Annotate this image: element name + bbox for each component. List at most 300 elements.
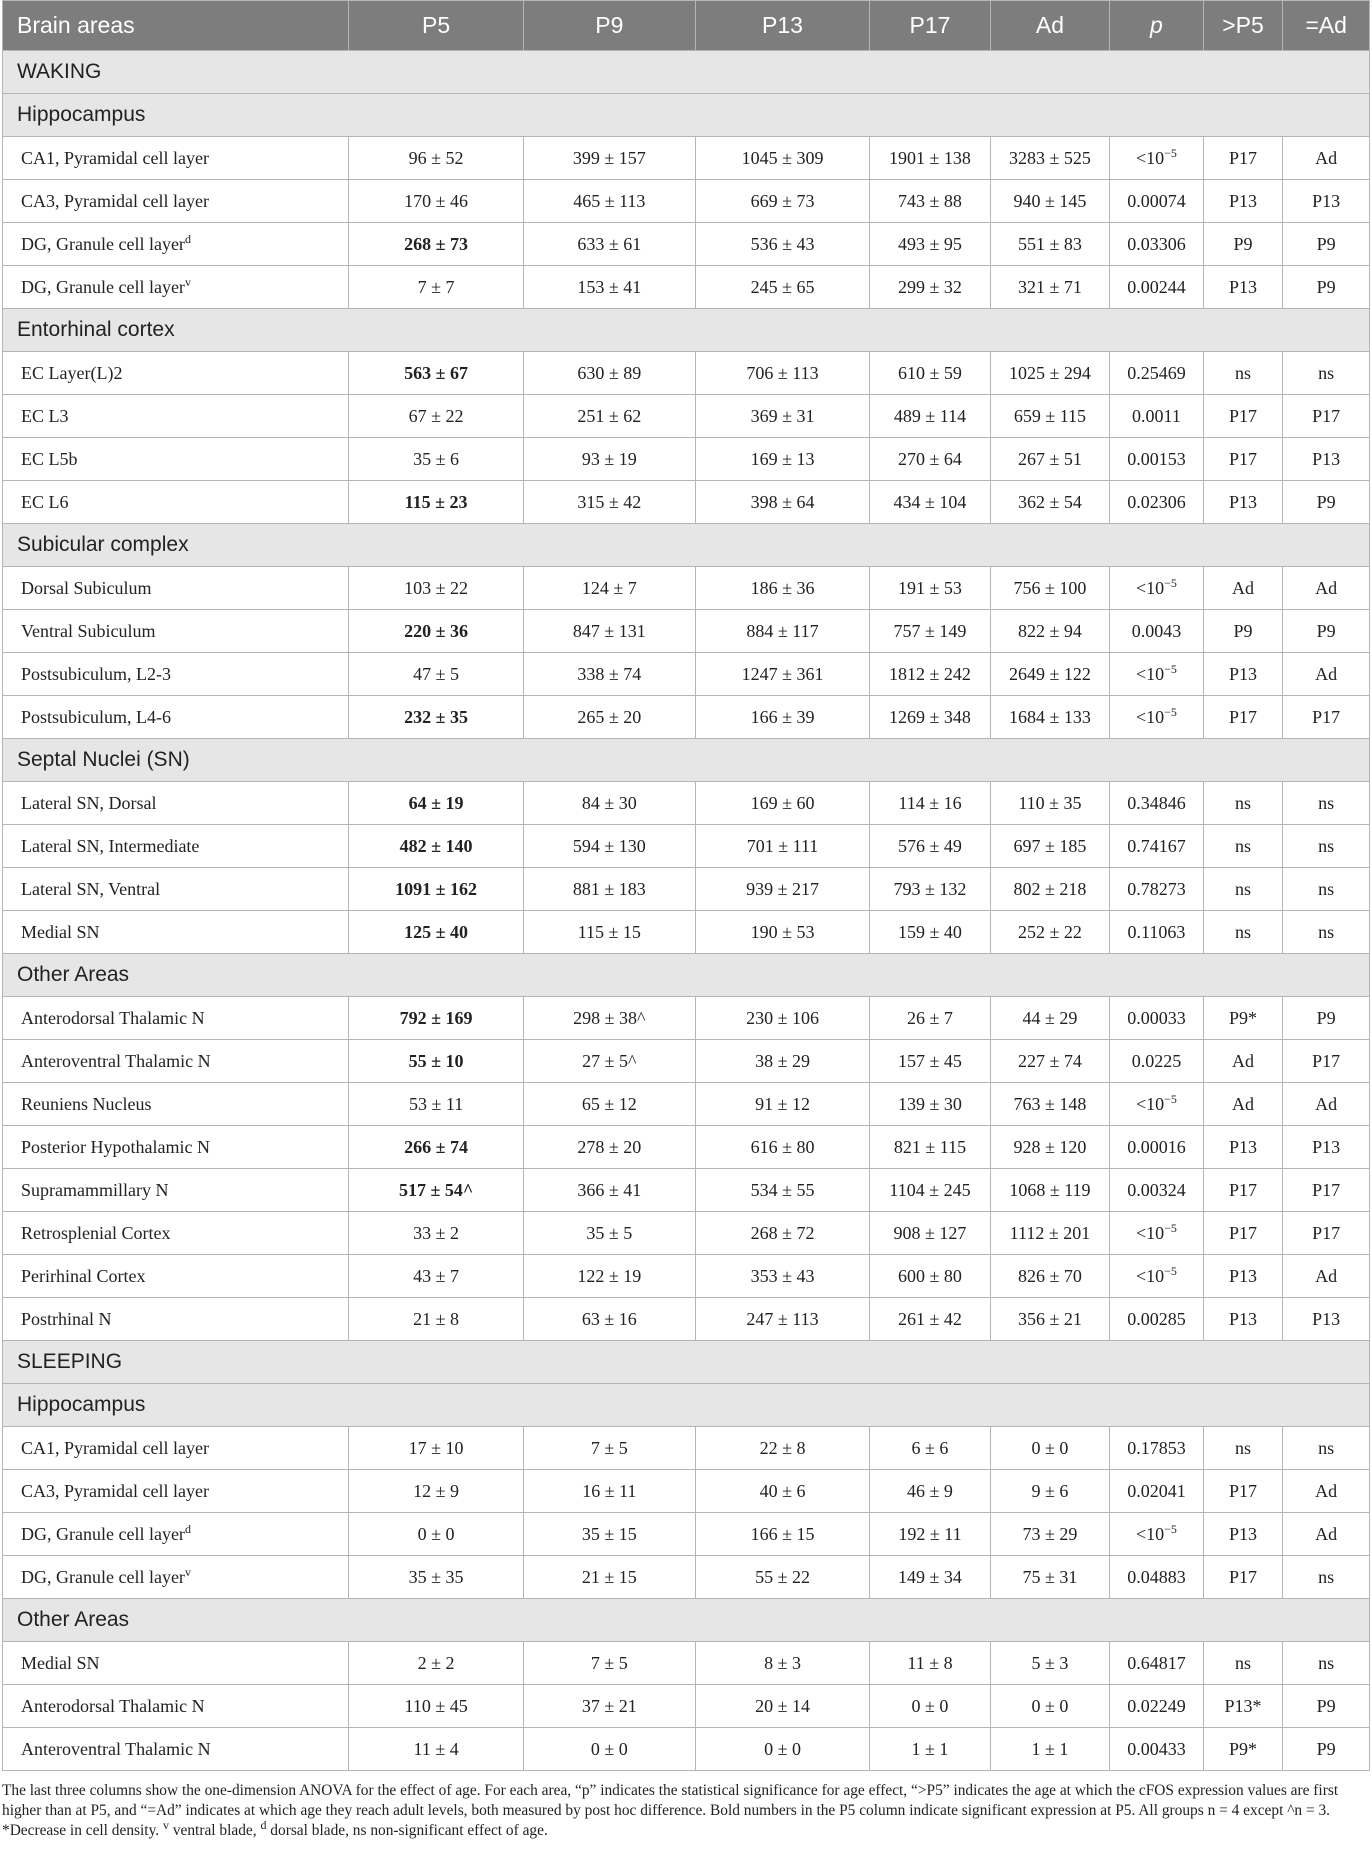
data-table <box>2 0 1370 1771</box>
value-cell-ad: 9 ± 6 <box>990 1470 1109 1513</box>
p-value-cell <box>1110 1427 1204 1470</box>
footnote-text-2: ventral blade, <box>168 1822 257 1839</box>
area-cell <box>3 911 349 954</box>
value-cell-p5: 2 ± 2 <box>349 1642 523 1685</box>
value-cell-p9: 265 ± 20 <box>523 696 695 739</box>
gt-p5-cell: P13 <box>1203 266 1283 309</box>
p-value: 0.74167 <box>1127 835 1186 856</box>
table-row <box>3 825 1370 868</box>
table-row <box>3 1083 1370 1126</box>
table-row <box>3 223 1370 266</box>
area-name: Lateral SN, Ventral <box>21 878 161 899</box>
value-cell-p9: 35 ± 5 <box>523 1212 695 1255</box>
p-value-cell <box>1110 696 1204 739</box>
p-value: <10 <box>1135 1265 1165 1286</box>
p-value: 0.64817 <box>1127 1652 1186 1673</box>
p-value-cell <box>1110 782 1204 825</box>
section-label: Hippocampus <box>3 1384 1370 1427</box>
area-cell <box>3 653 349 696</box>
table-row <box>3 1298 1370 1341</box>
p-value: <10 <box>1135 577 1165 598</box>
table-row <box>3 266 1370 309</box>
eq-ad-cell: Ad <box>1283 137 1370 180</box>
area-name: CA3, Pyramidal cell layer <box>21 1480 209 1501</box>
p-value: 0.0043 <box>1131 620 1182 641</box>
value-cell-p5: 792 ± 169 <box>349 997 523 1040</box>
value-cell-p13: 1247 ± 361 <box>695 653 869 696</box>
table-row <box>3 1255 1370 1298</box>
gt-p5-cell: P13 <box>1203 180 1283 223</box>
value-cell-p13: 186 ± 36 <box>695 567 869 610</box>
eq-ad-cell: P9 <box>1283 223 1370 266</box>
value-cell-p5: 17 ± 10 <box>349 1427 523 1470</box>
value-cell-ad: 44 ± 29 <box>990 997 1109 1040</box>
p-exponent: −5 <box>1164 1521 1177 1536</box>
p-exponent: −5 <box>1164 145 1177 160</box>
area-name: EC Layer(L)2 <box>21 362 123 383</box>
table-row <box>3 395 1370 438</box>
p-value-cell <box>1110 1169 1204 1212</box>
value-cell-p17: 192 ± 11 <box>870 1513 991 1556</box>
value-cell-p5: 47 ± 5 <box>349 653 523 696</box>
value-cell-p17: 610 ± 59 <box>870 352 991 395</box>
value-cell-p17: 0 ± 0 <box>870 1685 991 1728</box>
value-cell-p5: 43 ± 7 <box>349 1255 523 1298</box>
section-row <box>3 309 1370 352</box>
p-value: <10 <box>1135 1523 1165 1544</box>
eq-ad-cell: P9 <box>1283 610 1370 653</box>
value-cell-p5: 266 ± 74 <box>349 1126 523 1169</box>
value-cell-p9: 122 ± 19 <box>523 1255 695 1298</box>
table-row <box>3 352 1370 395</box>
table-row <box>3 1728 1370 1771</box>
value-cell-p17: 114 ± 16 <box>870 782 991 825</box>
p-value-cell <box>1110 1083 1204 1126</box>
gt-p5-cell: P17 <box>1203 438 1283 481</box>
eq-ad-cell: P13 <box>1283 180 1370 223</box>
value-cell-p13: 20 ± 14 <box>695 1685 869 1728</box>
p-exponent: −5 <box>1164 1263 1177 1278</box>
value-cell-ad: 75 ± 31 <box>990 1556 1109 1599</box>
value-cell-p17: 1 ± 1 <box>870 1728 991 1771</box>
area-name: DG, Granule cell layer <box>21 1523 185 1544</box>
p-value: 0.00433 <box>1127 1738 1186 1759</box>
section-label: Septal Nuclei (SN) <box>3 739 1370 782</box>
area-cell <box>3 266 349 309</box>
value-cell-p17: 743 ± 88 <box>870 180 991 223</box>
p-value: <10 <box>1135 663 1165 684</box>
area-cell <box>3 1083 349 1126</box>
header-p9: P9 <box>523 1 695 51</box>
value-cell-p13: 884 ± 117 <box>695 610 869 653</box>
area-cell <box>3 223 349 266</box>
p-value-cell <box>1110 653 1204 696</box>
value-cell-ad: 928 ± 120 <box>990 1126 1109 1169</box>
p-exponent: −5 <box>1164 1091 1177 1106</box>
value-cell-p13: 190 ± 53 <box>695 911 869 954</box>
eq-ad-cell: P9 <box>1283 266 1370 309</box>
area-name: Anteroventral Thalamic N <box>21 1738 211 1759</box>
area-name: Supramammillary N <box>21 1179 169 1200</box>
value-cell-ad: 227 ± 74 <box>990 1040 1109 1083</box>
value-cell-p13: 268 ± 72 <box>695 1212 869 1255</box>
header-p13: P13 <box>695 1 869 51</box>
gt-p5-cell: P17 <box>1203 137 1283 180</box>
p-value-cell <box>1110 352 1204 395</box>
area-cell <box>3 782 349 825</box>
p-value: 0.0011 <box>1132 405 1181 426</box>
area-name: DG, Granule cell layer <box>21 1566 185 1587</box>
value-cell-p9: 366 ± 41 <box>523 1169 695 1212</box>
eq-ad-cell: ns <box>1283 1427 1370 1470</box>
area-name: Anteroventral Thalamic N <box>21 1050 211 1071</box>
p-value: 0.03306 <box>1127 233 1186 254</box>
footnote-sup-d: d <box>260 1817 267 1832</box>
gt-p5-cell: P13 <box>1203 1255 1283 1298</box>
section-row <box>3 1384 1370 1427</box>
gt-p5-cell: P9 <box>1203 610 1283 653</box>
value-cell-p9: 124 ± 7 <box>523 567 695 610</box>
table-container <box>2 0 1370 1771</box>
area-cell <box>3 1470 349 1513</box>
gt-p5-cell: P9 <box>1203 223 1283 266</box>
value-cell-ad: 763 ± 148 <box>990 1083 1109 1126</box>
area-name: CA3, Pyramidal cell layer <box>21 190 209 211</box>
eq-ad-cell: ns <box>1283 782 1370 825</box>
p-value-cell <box>1110 1040 1204 1083</box>
gt-p5-cell: ns <box>1203 825 1283 868</box>
area-superscript: d <box>184 231 191 246</box>
gt-p5-cell: P13 <box>1203 653 1283 696</box>
area-name: Postsubiculum, L2-3 <box>21 663 172 684</box>
section-row <box>3 1599 1370 1642</box>
value-cell-p17: 1104 ± 245 <box>870 1169 991 1212</box>
header-p5: P5 <box>349 1 523 51</box>
p-value-cell <box>1110 825 1204 868</box>
p-value-cell <box>1110 1685 1204 1728</box>
value-cell-ad: 940 ± 145 <box>990 180 1109 223</box>
value-cell-p13: 701 ± 111 <box>695 825 869 868</box>
section-row <box>3 51 1370 94</box>
value-cell-p13: 669 ± 73 <box>695 180 869 223</box>
gt-p5-cell: P17 <box>1203 1212 1283 1255</box>
table-row <box>3 567 1370 610</box>
eq-ad-cell: P9 <box>1283 481 1370 524</box>
eq-ad-cell: Ad <box>1283 1083 1370 1126</box>
value-cell-p9: 27 ± 5^ <box>523 1040 695 1083</box>
value-cell-ad: 1112 ± 201 <box>990 1212 1109 1255</box>
gt-p5-cell: P13 <box>1203 481 1283 524</box>
p-value-cell <box>1110 911 1204 954</box>
value-cell-p9: 153 ± 41 <box>523 266 695 309</box>
p-value-cell <box>1110 1255 1204 1298</box>
gt-p5-cell: P13* <box>1203 1685 1283 1728</box>
value-cell-p9: 63 ± 16 <box>523 1298 695 1341</box>
value-cell-p17: 576 ± 49 <box>870 825 991 868</box>
table-row <box>3 911 1370 954</box>
value-cell-ad: 321 ± 71 <box>990 266 1109 309</box>
value-cell-p17: 159 ± 40 <box>870 911 991 954</box>
p-value-cell <box>1110 438 1204 481</box>
value-cell-p17: 434 ± 104 <box>870 481 991 524</box>
value-cell-p5: 55 ± 10 <box>349 1040 523 1083</box>
p-value: 0.00074 <box>1127 190 1186 211</box>
value-cell-p9: 315 ± 42 <box>523 481 695 524</box>
area-name: Lateral SN, Intermediate <box>21 835 200 856</box>
table-row <box>3 782 1370 825</box>
gt-p5-cell: P13 <box>1203 1126 1283 1169</box>
area-cell <box>3 1685 349 1728</box>
value-cell-p9: 7 ± 5 <box>523 1642 695 1685</box>
value-cell-p13: 91 ± 12 <box>695 1083 869 1126</box>
eq-ad-cell: ns <box>1283 825 1370 868</box>
table-row <box>3 1470 1370 1513</box>
value-cell-p5: 563 ± 67 <box>349 352 523 395</box>
section-label: Other Areas <box>3 954 1370 997</box>
value-cell-p13: 534 ± 55 <box>695 1169 869 1212</box>
gt-p5-cell: P9* <box>1203 997 1283 1040</box>
p-value-cell <box>1110 1126 1204 1169</box>
p-value: 0.02041 <box>1127 1480 1186 1501</box>
area-name: Postrhinal N <box>21 1308 112 1329</box>
value-cell-ad: 802 ± 218 <box>990 868 1109 911</box>
value-cell-p5: 482 ± 140 <box>349 825 523 868</box>
p-value-cell <box>1110 610 1204 653</box>
value-cell-ad: 826 ± 70 <box>990 1255 1109 1298</box>
value-cell-p9: 881 ± 183 <box>523 868 695 911</box>
section-label: Subicular complex <box>3 524 1370 567</box>
gt-p5-cell: ns <box>1203 1427 1283 1470</box>
table-row <box>3 481 1370 524</box>
eq-ad-cell: P17 <box>1283 696 1370 739</box>
value-cell-p5: 220 ± 36 <box>349 610 523 653</box>
value-cell-p5: 125 ± 40 <box>349 911 523 954</box>
value-cell-ad: 110 ± 35 <box>990 782 1109 825</box>
value-cell-p13: 369 ± 31 <box>695 395 869 438</box>
value-cell-p17: 139 ± 30 <box>870 1083 991 1126</box>
area-name: EC L5b <box>21 448 78 469</box>
gt-p5-cell: ns <box>1203 868 1283 911</box>
value-cell-p5: 35 ± 6 <box>349 438 523 481</box>
value-cell-p13: 55 ± 22 <box>695 1556 869 1599</box>
value-cell-p9: 37 ± 21 <box>523 1685 695 1728</box>
value-cell-ad: 0 ± 0 <box>990 1685 1109 1728</box>
value-cell-p9: 7 ± 5 <box>523 1427 695 1470</box>
value-cell-p9: 594 ± 130 <box>523 825 695 868</box>
value-cell-p13: 616 ± 80 <box>695 1126 869 1169</box>
area-cell <box>3 997 349 1040</box>
value-cell-p5: 115 ± 23 <box>349 481 523 524</box>
value-cell-p9: 16 ± 11 <box>523 1470 695 1513</box>
value-cell-p9: 93 ± 19 <box>523 438 695 481</box>
table-row <box>3 610 1370 653</box>
area-cell <box>3 1255 349 1298</box>
header-gt-p5: >P5 <box>1203 1 1283 51</box>
p-exponent: −5 <box>1164 704 1177 719</box>
value-cell-p17: 11 ± 8 <box>870 1642 991 1685</box>
area-name: Retrosplenial Cortex <box>21 1222 171 1243</box>
p-value: <10 <box>1135 1093 1165 1114</box>
footnote-text-1: The last three columns show the one-dimension ANOVA for the effect of age. For each area, “p” indicates the statistical significance for age effect, “>P5” indicates the age at which the cFOS expression values are first higher than at P5, and “=Ad” indicates at which age they reach adult levels, both measured by post hoc difference. Bold numbers in the P5 column indicate significant expression at P5. All groups n = 4 except ^n = 3. *Decrease in cell density. <box>2 1782 1339 1839</box>
area-superscript: v <box>184 1564 191 1579</box>
value-cell-p5: 53 ± 11 <box>349 1083 523 1126</box>
p-value: <10 <box>1135 706 1165 727</box>
value-cell-p17: 270 ± 64 <box>870 438 991 481</box>
area-superscript: d <box>184 1521 191 1536</box>
eq-ad-cell: Ad <box>1283 1255 1370 1298</box>
section-row <box>3 524 1370 567</box>
value-cell-ad: 551 ± 83 <box>990 223 1109 266</box>
p-value: 0.00153 <box>1127 448 1186 469</box>
section-label: Other Areas <box>3 1599 1370 1642</box>
value-cell-p9: 465 ± 113 <box>523 180 695 223</box>
table-row <box>3 180 1370 223</box>
value-cell-p5: 33 ± 2 <box>349 1212 523 1255</box>
area-cell <box>3 868 349 911</box>
area-cell <box>3 1513 349 1556</box>
area-name: Ventral Subiculum <box>21 620 156 641</box>
value-cell-p9: 115 ± 15 <box>523 911 695 954</box>
area-cell <box>3 1556 349 1599</box>
area-name: Medial SN <box>21 921 100 942</box>
value-cell-p5: 103 ± 22 <box>349 567 523 610</box>
value-cell-p13: 706 ± 113 <box>695 352 869 395</box>
area-cell <box>3 610 349 653</box>
p-value: <10 <box>1135 147 1165 168</box>
p-value: 0.25469 <box>1127 362 1186 383</box>
area-cell <box>3 438 349 481</box>
area-cell <box>3 567 349 610</box>
area-name: Perirhinal Cortex <box>21 1265 146 1286</box>
p-value: 0.02249 <box>1127 1695 1186 1716</box>
value-cell-p5: 7 ± 7 <box>349 266 523 309</box>
eq-ad-cell: ns <box>1283 1556 1370 1599</box>
eq-ad-cell: P9 <box>1283 997 1370 1040</box>
value-cell-p5: 21 ± 8 <box>349 1298 523 1341</box>
value-cell-p13: 8 ± 3 <box>695 1642 869 1685</box>
p-value-cell <box>1110 1513 1204 1556</box>
eq-ad-cell: Ad <box>1283 1513 1370 1556</box>
area-name: Anterodorsal Thalamic N <box>21 1007 205 1028</box>
table-row <box>3 438 1370 481</box>
p-value-cell <box>1110 266 1204 309</box>
gt-p5-cell: P13 <box>1203 1298 1283 1341</box>
value-cell-p9: 278 ± 20 <box>523 1126 695 1169</box>
area-cell <box>3 1212 349 1255</box>
p-value: 0.00285 <box>1127 1308 1186 1329</box>
value-cell-p5: 67 ± 22 <box>349 395 523 438</box>
value-cell-p9: 0 ± 0 <box>523 1728 695 1771</box>
gt-p5-cell: ns <box>1203 911 1283 954</box>
p-value: 0.00244 <box>1127 276 1186 297</box>
table-row <box>3 1642 1370 1685</box>
p-value: 0.78273 <box>1127 878 1186 899</box>
area-name: Anterodorsal Thalamic N <box>21 1695 205 1716</box>
eq-ad-cell: P13 <box>1283 438 1370 481</box>
header-p17: P17 <box>870 1 991 51</box>
area-name: DG, Granule cell layer <box>21 276 185 297</box>
p-value-cell <box>1110 395 1204 438</box>
area-name: Dorsal Subiculum <box>21 577 152 598</box>
value-cell-ad: 756 ± 100 <box>990 567 1109 610</box>
value-cell-ad: 659 ± 115 <box>990 395 1109 438</box>
table-row <box>3 137 1370 180</box>
value-cell-p5: 268 ± 73 <box>349 223 523 266</box>
area-cell <box>3 1427 349 1470</box>
value-cell-ad: 822 ± 94 <box>990 610 1109 653</box>
value-cell-p5: 12 ± 9 <box>349 1470 523 1513</box>
value-cell-p13: 353 ± 43 <box>695 1255 869 1298</box>
eq-ad-cell: P13 <box>1283 1298 1370 1341</box>
p-value-cell <box>1110 1728 1204 1771</box>
value-cell-p13: 1045 ± 309 <box>695 137 869 180</box>
value-cell-p13: 939 ± 217 <box>695 868 869 911</box>
eq-ad-cell: P9 <box>1283 1728 1370 1771</box>
area-cell <box>3 825 349 868</box>
area-name: Posterior Hypothalamic N <box>21 1136 210 1157</box>
eq-ad-cell: P17 <box>1283 1040 1370 1083</box>
eq-ad-cell: P17 <box>1283 1212 1370 1255</box>
value-cell-p5: 11 ± 4 <box>349 1728 523 1771</box>
value-cell-p17: 1812 ± 242 <box>870 653 991 696</box>
area-cell <box>3 180 349 223</box>
value-cell-ad: 0 ± 0 <box>990 1427 1109 1470</box>
area-cell <box>3 481 349 524</box>
value-cell-p13: 536 ± 43 <box>695 223 869 266</box>
value-cell-p17: 261 ± 42 <box>870 1298 991 1341</box>
table-row <box>3 653 1370 696</box>
p-exponent: −5 <box>1164 661 1177 676</box>
value-cell-p17: 6 ± 6 <box>870 1427 991 1470</box>
area-cell <box>3 696 349 739</box>
value-cell-ad: 697 ± 185 <box>990 825 1109 868</box>
p-value-cell <box>1110 1298 1204 1341</box>
area-cell <box>3 1126 349 1169</box>
section-label: WAKING <box>3 51 1370 94</box>
p-value: <10 <box>1135 1222 1165 1243</box>
area-cell <box>3 1728 349 1771</box>
area-name: Medial SN <box>21 1652 100 1673</box>
value-cell-p13: 166 ± 39 <box>695 696 869 739</box>
value-cell-p17: 793 ± 132 <box>870 868 991 911</box>
value-cell-p13: 398 ± 64 <box>695 481 869 524</box>
p-value: 0.34846 <box>1127 792 1186 813</box>
value-cell-p17: 191 ± 53 <box>870 567 991 610</box>
area-superscript: v <box>184 274 191 289</box>
value-cell-p13: 169 ± 60 <box>695 782 869 825</box>
value-cell-p17: 757 ± 149 <box>870 610 991 653</box>
gt-p5-cell: P17 <box>1203 1470 1283 1513</box>
value-cell-p13: 0 ± 0 <box>695 1728 869 1771</box>
value-cell-p17: 157 ± 45 <box>870 1040 991 1083</box>
value-cell-p17: 489 ± 114 <box>870 395 991 438</box>
gt-p5-cell: P17 <box>1203 395 1283 438</box>
value-cell-p5: 110 ± 45 <box>349 1685 523 1728</box>
value-cell-p13: 40 ± 6 <box>695 1470 869 1513</box>
p-value-cell <box>1110 997 1204 1040</box>
p-value: 0.11063 <box>1127 921 1186 942</box>
eq-ad-cell: ns <box>1283 352 1370 395</box>
area-cell <box>3 1298 349 1341</box>
table-body <box>3 51 1370 1771</box>
gt-p5-cell: Ad <box>1203 1040 1283 1083</box>
value-cell-p13: 230 ± 106 <box>695 997 869 1040</box>
value-cell-p13: 38 ± 29 <box>695 1040 869 1083</box>
p-value-cell <box>1110 137 1204 180</box>
value-cell-p13: 169 ± 13 <box>695 438 869 481</box>
area-name: Lateral SN, Dorsal <box>21 792 157 813</box>
value-cell-ad: 5 ± 3 <box>990 1642 1109 1685</box>
